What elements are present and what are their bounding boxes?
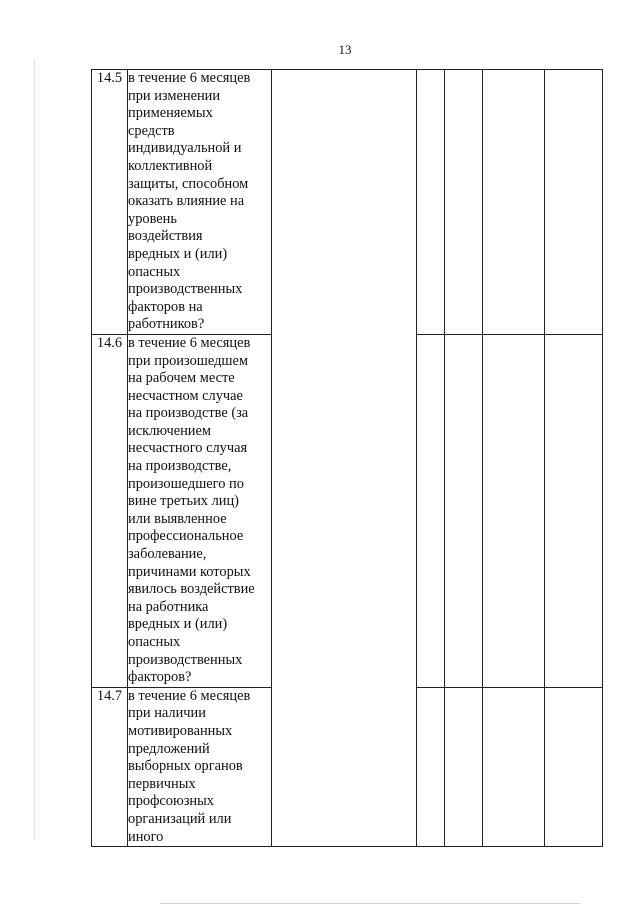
table-row [92,70,603,335]
question-line: вине третьих лиц) [128,493,239,510]
question-line: в течение 6 месяцев [128,70,251,86]
scan-edge-artifact [34,60,35,840]
answer-no-cell [445,334,483,687]
answer-yes-cell [417,334,445,687]
question-line: заболевание, [128,546,207,563]
question-line: при произошедшем [128,352,248,369]
question-line: оказать влияние на [128,193,245,210]
notes-cell [545,70,603,335]
page-number: 13 [338,42,352,57]
question-line: при изменении [128,87,221,104]
question-line: или выявленное [128,510,227,527]
question-line: организаций или [128,810,232,827]
item-number: 14.7 [92,687,128,846]
question-line: на рабочем месте [128,370,235,387]
question-line: коллективной [128,157,213,174]
question-line: воздействия [128,228,203,245]
checklist-table [91,69,603,847]
question-line: выборных органов [128,758,243,775]
answer-no-cell [445,70,483,335]
question-line: на работника [128,598,209,615]
notes-cell [545,334,603,687]
question-cell [128,334,272,687]
question-line: явилось воздействие [128,581,255,598]
question-line: первичных [128,775,196,792]
question-line: факторов на [128,298,203,315]
question-line: защиты, способном [128,175,249,192]
answer-no-cell [445,687,483,846]
question-line: факторов? [128,669,192,686]
question-line: в течение 6 месяцев [128,334,251,351]
question-line: иного [128,828,164,845]
question-line: произошедшего по [128,475,244,492]
question-line: мотивированных [128,722,233,739]
question-line: опасных [128,634,181,650]
question-line: исключением [128,422,211,439]
question-line: уровень [128,210,177,227]
question-line: на производстве (за [128,405,249,422]
question-line: профсоюзных [128,793,214,810]
question-line: производственных [128,281,243,298]
question-line: профессиональное [128,528,244,545]
question-cell [128,70,272,335]
answer-na-cell [483,70,545,335]
answer-na-cell [483,334,545,687]
question-cell [128,687,272,846]
question-line: вредных и (или) [128,616,228,633]
question-line: несчастного случая [128,440,248,457]
answer-yes-cell [417,70,445,335]
notes-cell [545,687,603,846]
question-line: на производстве, [128,458,232,475]
question-line: средств [128,122,175,139]
question-line: опасных [128,263,181,280]
item-number: 14.6 [92,334,128,687]
question-line: вредных и (или) [128,245,228,262]
scan-bottom-artifact [160,903,580,904]
answer-yes-cell [417,687,445,846]
question-line: несчастном случае [128,387,243,404]
question-line: в течение 6 месяцев [128,687,251,704]
answer-na-cell [483,687,545,846]
item-number: 14.5 [92,70,128,335]
question-line: работников? [128,316,205,333]
question-line: при наличии [128,705,206,722]
legal-basis-cell [272,70,417,847]
question-line: причинами которых [128,563,251,580]
question-line: применяемых [128,105,213,122]
question-line: индивидуальной и [128,140,242,157]
question-line: предложений [128,740,210,757]
question-line: производственных [128,651,243,668]
